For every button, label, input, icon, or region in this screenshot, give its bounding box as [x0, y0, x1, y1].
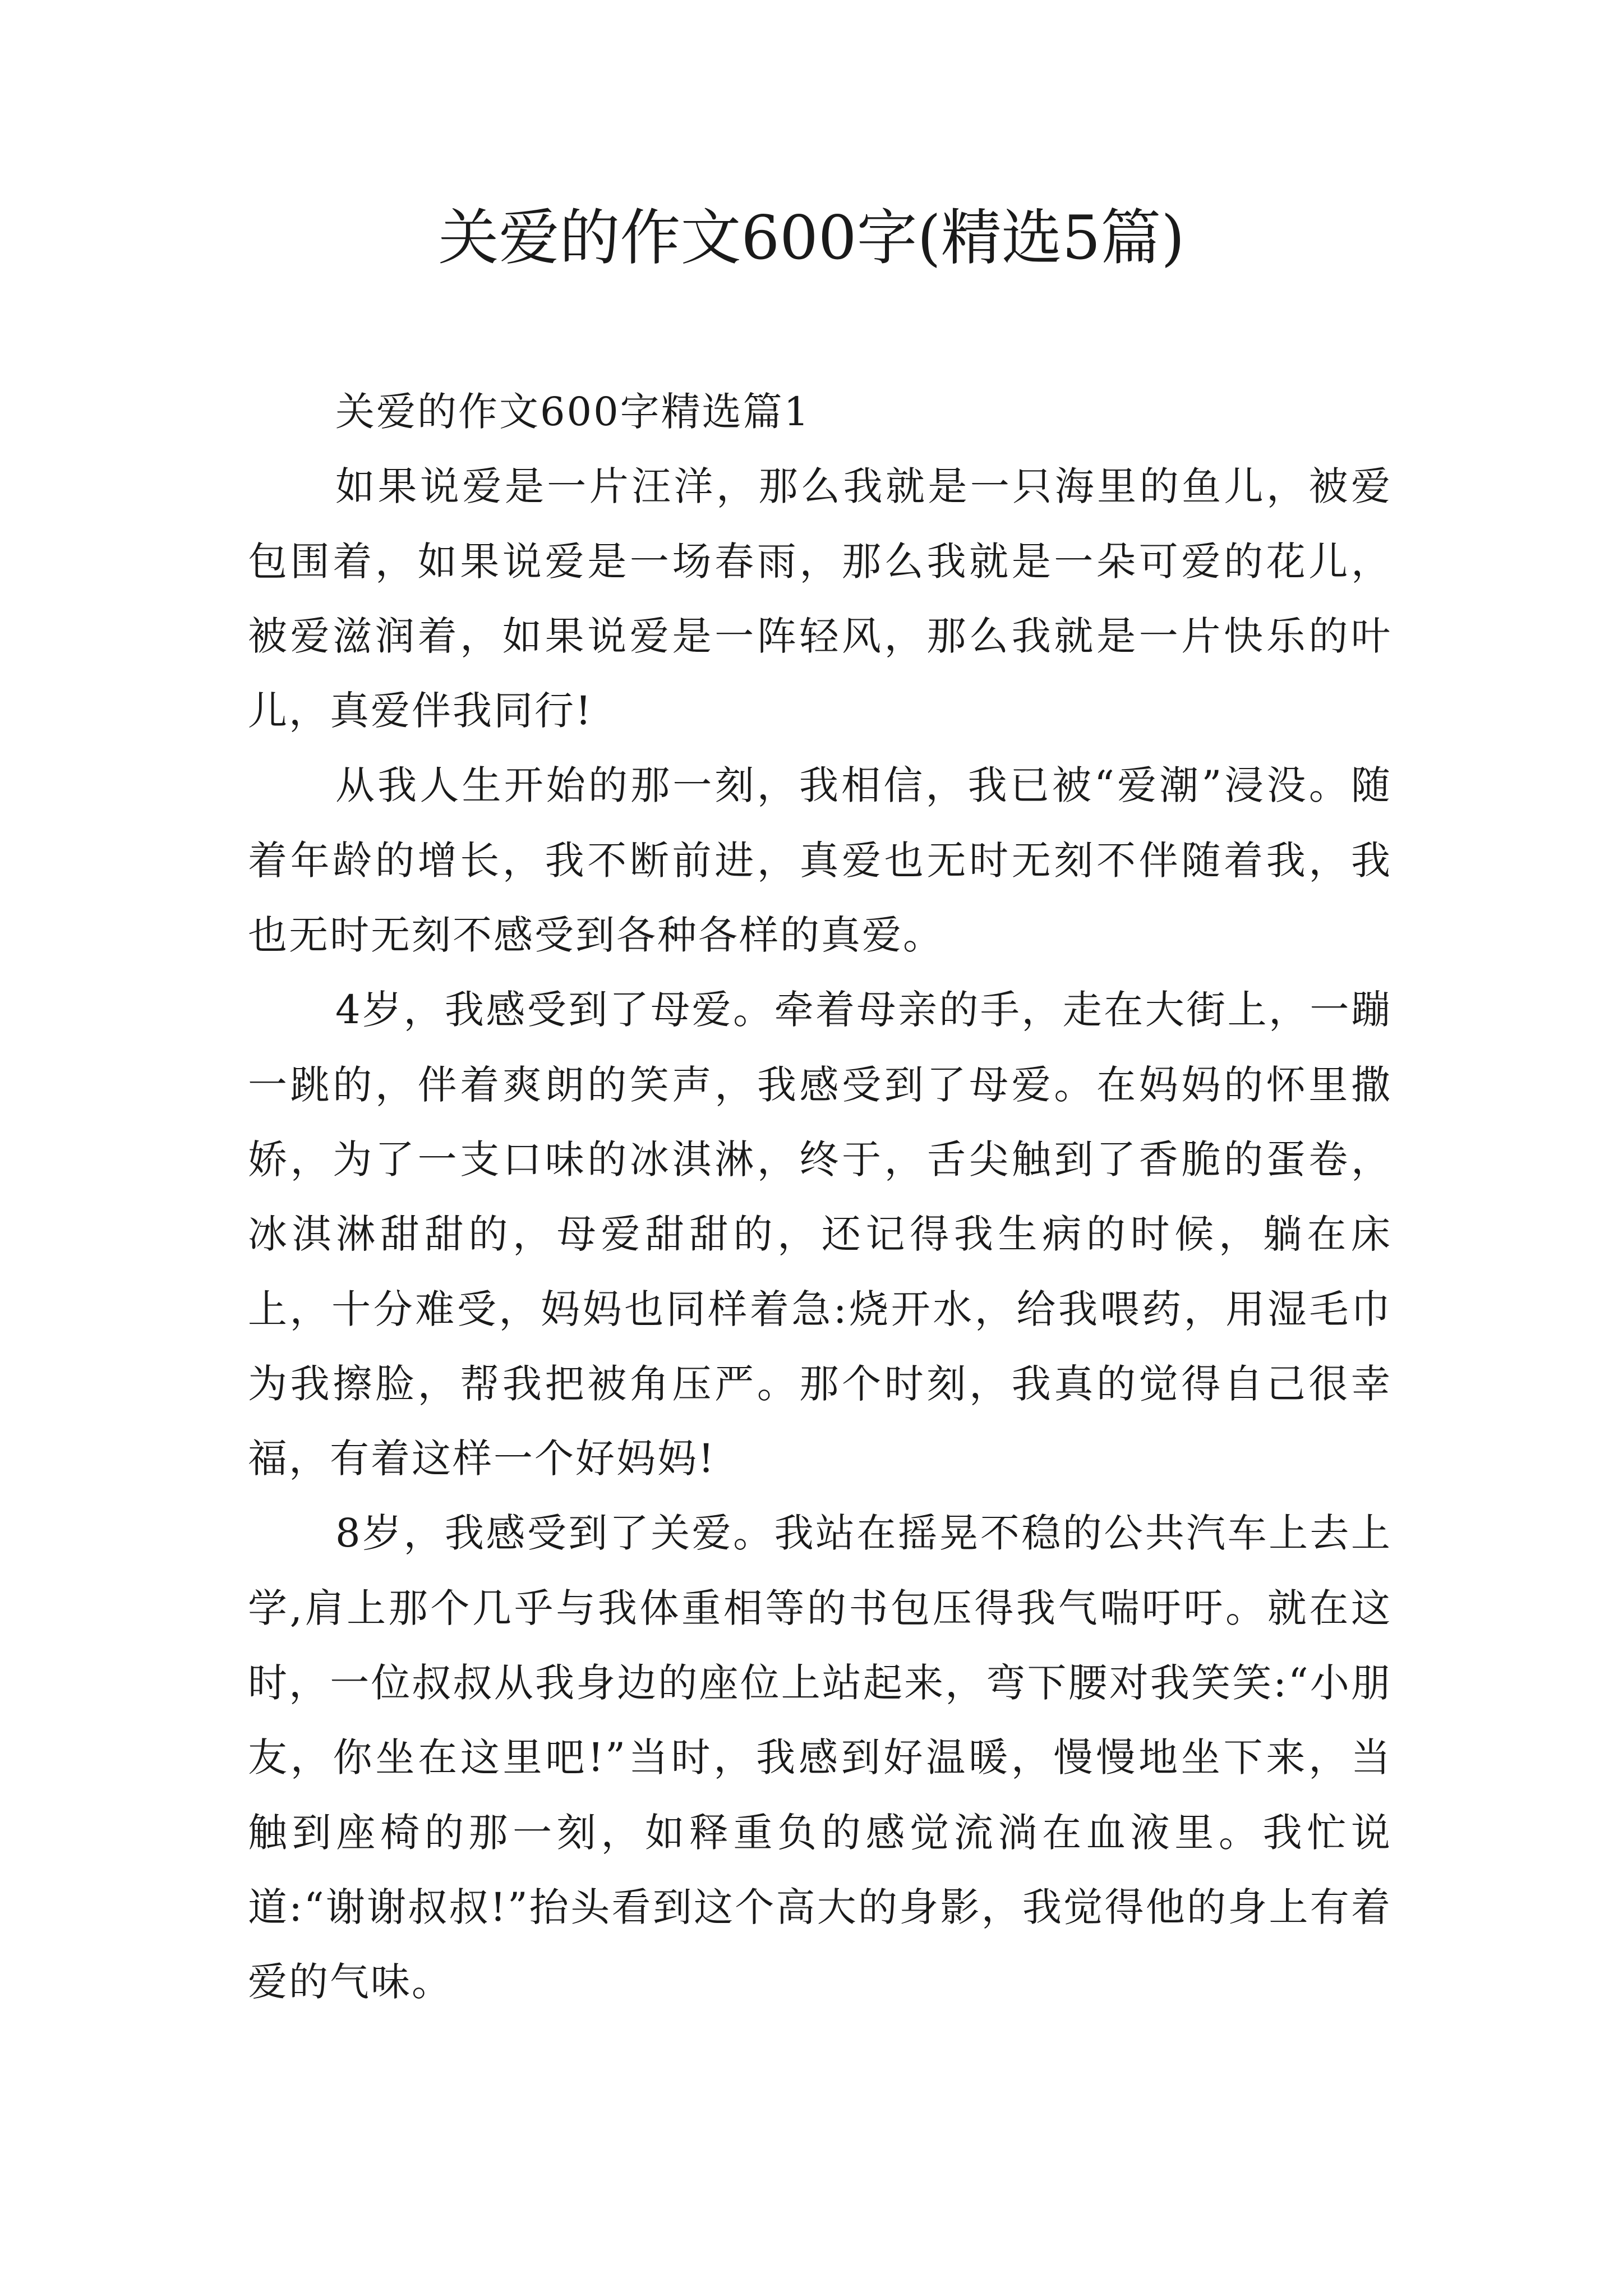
document-body — [248, 375, 1392, 2020]
paragraph-1: 如果说爱是一片汪洋，那么我就是一只海里的鱼儿，被爱包围着，如果说爱是一场春雨，那么我就是一朵可爱的花儿，被爱滋润着，如果说爱是一阵轻风，那么我就是一片快乐的叶儿，真爱伴我同行! — [248, 463, 1392, 734]
paragraph-2: 从我人生开始的那一刻，我相信，我已被“爱潮”浸没。随着年龄的增长，我不断前进，真爱也无时无刻不伴随着我，我也无时无刻不感受到各种各样的真爱。 — [248, 762, 1392, 959]
paragraph-3: 4岁，我感受到了母爱。牵着母亲的手，走在大街上，一蹦一跳的，伴着爽朗的笑声，我感受到了母爱。在妈妈的怀里撒娇，为了一支口味的冰淇淋，终于，舌尖触到了香脆的蛋卷，冰淇淋甜甜的，母爱甜甜的，还记得我生病的时候，躺在床上，十分难受，妈妈也同样着急:烧开水，给我喂药，用湿毛巾为我擦脸，帮我把被角压严。那个时刻，我真的觉得自己很幸福，有着这样一个好妈妈! — [248, 987, 1392, 1482]
section-heading: 关爱的作文600字精选篇1 — [335, 389, 811, 435]
document-title: 关爱的作文600字(精选5篇) — [438, 203, 1185, 273]
paragraph-4: 8岁，我感受到了关爱。我站在摇晃不稳的公共汽车上去上学,肩上那个几乎与我体重相等的书包压得我气喘吁吁。就在这时，一位叔叔从我身边的座位上站起来，弯下腰对我笑笑:“小朋友，你坐在这里吧!”当时，我感到好温暖，慢慢地坐下来，当触到座椅的那一刻，如释重负的感觉流淌在血液里。我忙说道:“谢谢叔叔!”抬头看到这个高大的身影，我觉得他的身上有着爱的气味。 — [248, 1510, 1392, 2005]
